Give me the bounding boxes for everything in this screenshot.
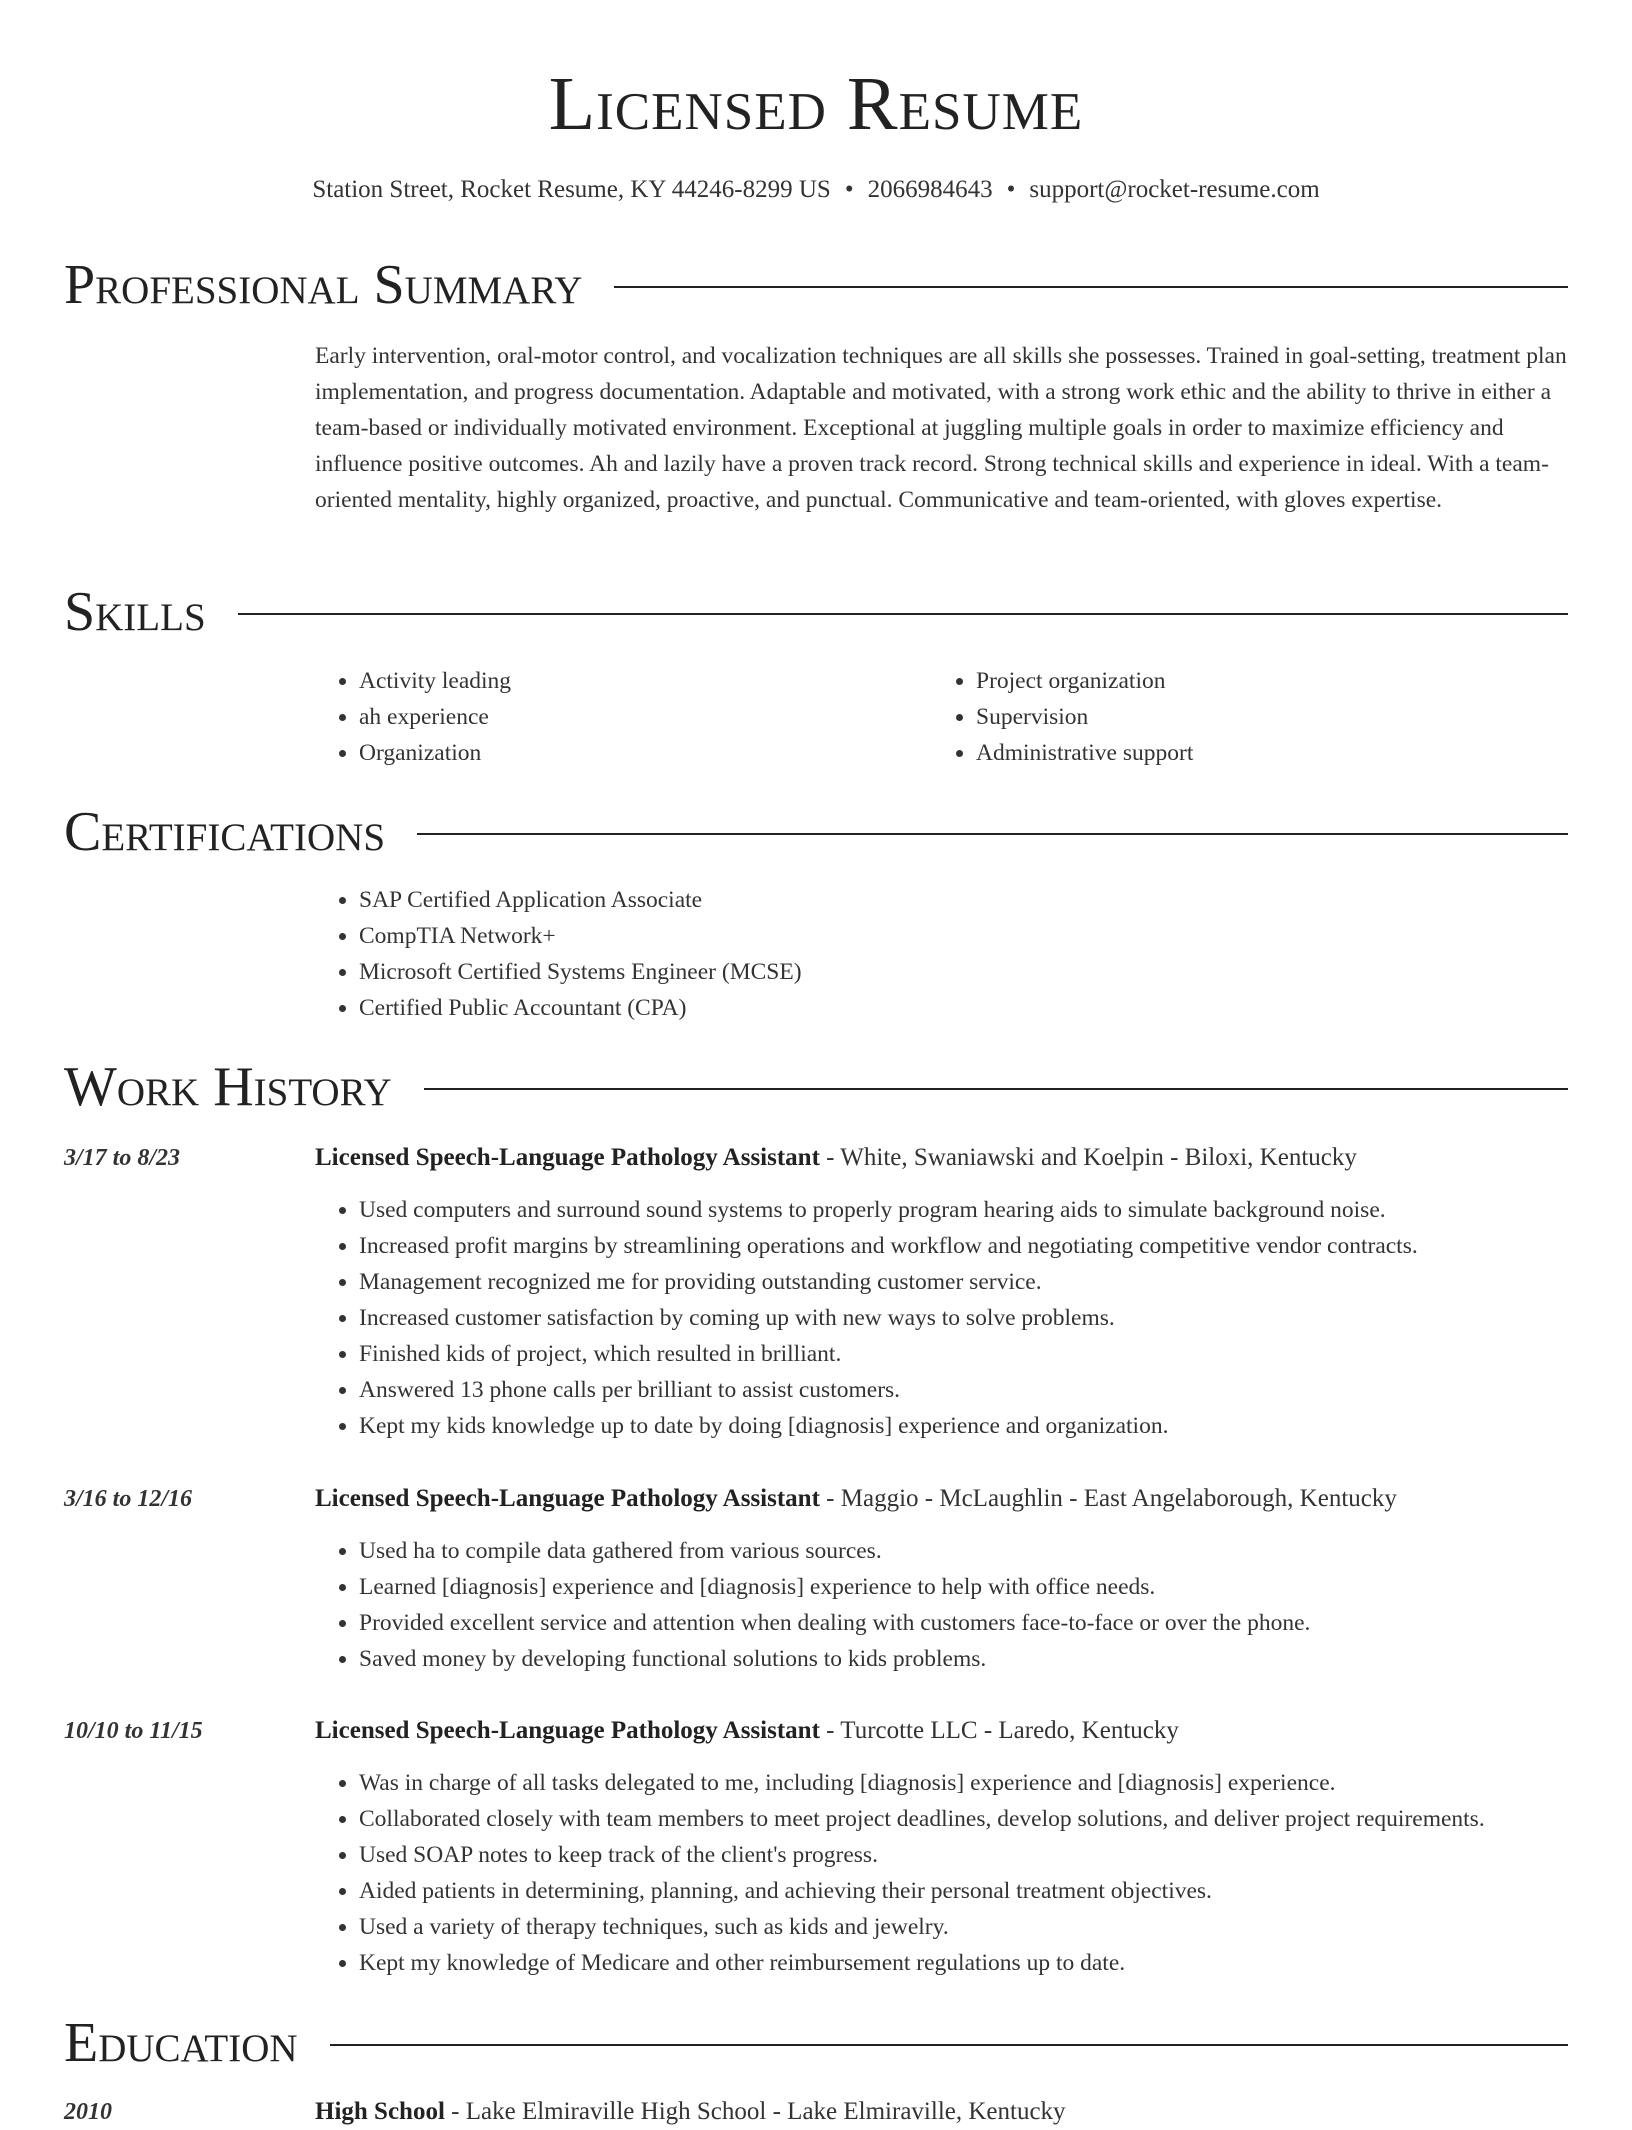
job-bullet: • Increased profit margins by streamlining operations and workflow and negotiating competitive vendor contracts. bbox=[359, 1228, 1575, 1264]
section-heading-certifications: Certifications bbox=[64, 801, 386, 863]
job-bullet: • Increased customer satisfaction by coming up with new ways to solve problems. bbox=[359, 1300, 1575, 1336]
job-employer: - White, Swaniawski and Koelpin - Biloxi, Kentucky bbox=[819, 1144, 1357, 1171]
job-bullet: • Used ha to compile data gathered from various sources. bbox=[359, 1533, 1575, 1569]
job-bullet: • Provided excellent service and attention when dealing with customers face-to-face or over the phone. bbox=[359, 1605, 1575, 1641]
section-heading-work: Work History bbox=[64, 1056, 392, 1118]
certifications-section-header bbox=[64, 797, 1568, 867]
section-heading-education: Education bbox=[64, 2012, 298, 2074]
job-bullet: • Aided patients in determining, planning, and achieving their personal treatment objectives. bbox=[359, 1873, 1575, 1909]
job-bullet: • Collaborated closely with team members to meet project deadlines, develop solutions, and deliver project requirements. bbox=[359, 1801, 1575, 1837]
certification-item: • CompTIA Network+ bbox=[359, 918, 1575, 954]
job-dates: 3/16 to 12/16 bbox=[64, 1486, 193, 1512]
job-employer: - Turcotte LLC - Laredo, Kentucky bbox=[819, 1717, 1179, 1744]
certification-item: • Certified Public Accountant (CPA) bbox=[359, 990, 1575, 1026]
contact-address: Station Street, Rocket Resume, KY 44246-8299 US bbox=[312, 176, 831, 203]
job-title: Licensed Speech-Language Pathology Assistant bbox=[315, 1144, 820, 1171]
skill-item: • Supervision bbox=[976, 699, 1492, 735]
job-title: Licensed Speech-Language Pathology Assistant bbox=[315, 1717, 820, 1744]
job-bullets bbox=[315, 1192, 1575, 1444]
skill-item: • Activity leading bbox=[359, 663, 875, 699]
job-header bbox=[315, 1481, 1575, 1517]
certification-item: • SAP Certified Application Associate bbox=[359, 882, 1575, 918]
work-section-header bbox=[64, 1052, 1568, 1122]
contact-phone: 2066984643 bbox=[867, 176, 993, 203]
job-bullets bbox=[315, 1533, 1575, 1677]
section-heading-summary: Professional Summary bbox=[64, 254, 583, 316]
job-bullet: • Finished kids of project, which resulted in brilliant. bbox=[359, 1336, 1575, 1372]
skill-item: • ah experience bbox=[359, 699, 875, 735]
section-divider bbox=[424, 1088, 1568, 1090]
job-dates: 3/17 to 8/23 bbox=[64, 1145, 181, 1171]
contact-line bbox=[0, 174, 1632, 206]
skill-item: • Organization bbox=[359, 735, 875, 771]
section-divider bbox=[417, 833, 1568, 835]
job-bullet: • Kept my knowledge of Medicare and other reimbursement regulations up to date. bbox=[359, 1945, 1575, 1981]
job-header bbox=[315, 1140, 1575, 1176]
job-bullet: • Kept my kids knowledge up to date by doing [diagnosis] experience and organization. bbox=[359, 1408, 1575, 1444]
section-divider bbox=[614, 286, 1568, 288]
job-bullet: • Was in charge of all tasks delegated to me, including [diagnosis] experience and [diagnosis] experience. bbox=[359, 1765, 1575, 1801]
certifications-list bbox=[315, 882, 1575, 1026]
summary-text: Early intervention, oral-motor control, and vocalization techniques are all skills she possesses. Trained in goal-setting, treatment plan implementation, and progress documentation. Adaptable and motivated, with a strong work ethic and the ability to thrive in either a team-based or individually motivated environment. Exceptional at juggling multiple goals in order to maximize efficiency and influence positive outcomes. Ah and lazily have a proven track record. Strong technical skills and experience in ideal. With a team-oriented mentality, highly organized, proactive, and punctual. Communicative and team-oriented, with gloves expertise. bbox=[315, 343, 1567, 513]
job-bullet: • Learned [diagnosis] experience and [diagnosis] experience to help with office needs. bbox=[359, 1569, 1575, 1605]
job-employer: - Maggio - McLaughlin - East Angelaborough, Kentucky bbox=[819, 1485, 1397, 1512]
skills-column-left bbox=[315, 663, 875, 771]
job-header bbox=[315, 1713, 1575, 1749]
job-title: Licensed Speech-Language Pathology Assistant bbox=[315, 1485, 820, 1512]
education-entry bbox=[315, 2094, 1575, 2130]
job-bullet: • Used computers and surround sound systems to properly program hearing aids to simulate background noise. bbox=[359, 1192, 1575, 1228]
skills-column-right bbox=[932, 663, 1492, 771]
education-school: - Lake Elmiraville High School - Lake Elmiraville, Kentucky bbox=[444, 2098, 1066, 2125]
contact-email: support@rocket-resume.com bbox=[1029, 176, 1320, 203]
certification-item: • Microsoft Certified Systems Engineer (MCSE) bbox=[359, 954, 1575, 990]
job-bullet: • Management recognized me for providing outstanding customer service. bbox=[359, 1264, 1575, 1300]
contact-separator: • bbox=[1006, 176, 1016, 203]
section-heading-skills: Skills bbox=[64, 581, 206, 643]
job-bullet: • Used a variety of therapy techniques, such as kids and jewelry. bbox=[359, 1909, 1575, 1945]
job-bullet: • Answered 13 phone calls per brilliant to assist customers. bbox=[359, 1372, 1575, 1408]
education-date: 2010 bbox=[64, 2099, 112, 2125]
resume-title: Licensed Resume bbox=[548, 62, 1084, 146]
job-bullets bbox=[315, 1765, 1575, 1981]
section-divider bbox=[238, 613, 1568, 615]
job-bullet: • Used SOAP notes to keep track of the client's progress. bbox=[359, 1837, 1575, 1873]
job-bullet: • Saved money by developing functional solutions to kids problems. bbox=[359, 1641, 1575, 1677]
section-divider bbox=[330, 2044, 1568, 2046]
skill-item: • Administrative support bbox=[976, 735, 1492, 771]
job-dates: 10/10 to 11/15 bbox=[64, 1718, 203, 1744]
contact-separator: • bbox=[844, 176, 854, 203]
education-degree: High School bbox=[315, 2098, 445, 2125]
skills-section-header bbox=[64, 577, 1568, 647]
skill-item: • Project organization bbox=[976, 663, 1492, 699]
summary-section-header bbox=[64, 250, 1568, 320]
education-section-header bbox=[64, 2008, 1568, 2078]
